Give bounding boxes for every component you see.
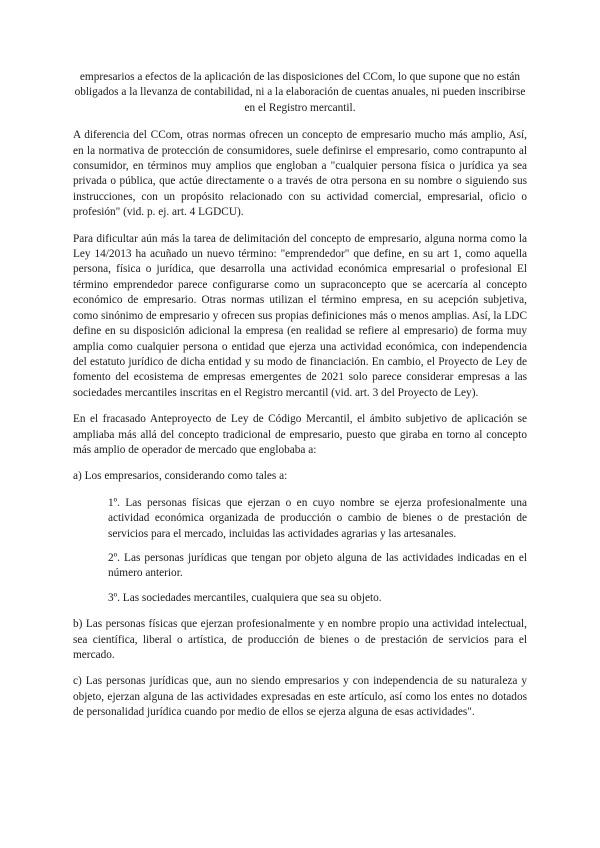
list-item-a: a) Los empresarios, considerando como tales a: (73, 470, 288, 483)
paragraph-anteproyecto: En el fracasado Anteproyecto de Ley de Código Mercantil, el ámbito subjetivo de aplicación se ampliaba más allá del concepto tradicional de empresario, puesto que giraba en torno al concepto más amplio de operador de mercado que englobaba a: (73, 413, 527, 456)
sublist-item-1: 1º. Las personas físicas que ejerzan o en cuyo nombre se ejerza profesionalmente una actividad económica organizada de producción o cambio de bienes o de prestación de servicios para el mercado, incluidas las actividades agrarias y las artesanales. (108, 496, 527, 540)
list-item-b: b) Las personas físicas que ejerzan profesionalmente y en nombre propio una actividad intelectual, sea científica, liberal o artística, de producción de bienes o de prestación de servicios para el mercado. (73, 618, 527, 661)
sublist-item-2: 2º. Las personas jurídicas que tengan por objeto alguna de las actividades indicadas en el número anterior. (108, 551, 527, 580)
sublist-item-3: 3º. Las sociedades mercantiles, cualquiera que sea su objeto. (108, 591, 382, 604)
paragraph-emprendedor: Para dificultar aún más la tarea de delimitación del concepto de empresario, alguna norma como la Ley 14/2013 ha acuñado un nuevo término: "emprendedor" que define, en su art 1, como aquella persona, física o jurídica, que desarrolla una actividad económica empresarial o profesional El término emprendedor parece configurarse como un supraconcepto que se acercaría al concepto económico de empresario. Otras normas utilizan el término empresa, en su acepción subjetiva, como sinónimo de empresario y ofrecen sus propias definiciones más o menos amplias. Así, la LDC define en su disposición adicional la empresa (en realidad se refiere al empresario) de forma muy amplia como cualquier persona o entidad que ejerza una actividad económica, con independencia del estatuto jurídico de dicha entidad y su modo de financiación. En cambio, el Proyecto de Ley de fomento del ecosistema de empresas emergentes de 2021 solo parece considerar empresas a las sociedades mercantiles inscritas en el Registro mercantil (vid. art. 3 del Proyecto de Ley). (73, 232, 527, 399)
list-item-c: c) Las personas jurídicas que, aun no siendo empresarios y con independencia de su naturaleza y objeto, ejerzan alguna de las actividades expresadas en este artículo, así como los entes no dotados de personalidad jurídica cuando por medio de ellos se ejerza alguna de esas actividades". (73, 675, 527, 719)
paragraph-consumer-definition: A diferencia del CCom, otras normas ofrecen un concepto de empresario mucho más amplio, Así, en la normativa de protección de consumidores, suele definirse el empresario, como contrapunto al consumidor, en términos muy amplios que engloban a "cualquier persona física o jurídica ya sea privada o pública, que actúe directamente o a través de otra persona en su nombre o siguiendo sus instrucciones, con un propósito relacionado con su actividad comercial, empresarial, oficio o profesión" (vid. p. ej. art. 4 LGDCU). (73, 129, 527, 219)
paragraph-continuation: empresarios a efectos de la aplicación de las disposiciones del CCom, lo que supone que no están obligados a la llevanza de contabilidad, ni a la elaboración de cuentas anuales, ni pueden inscribirse en el Registro mercantil. (74, 71, 526, 114)
